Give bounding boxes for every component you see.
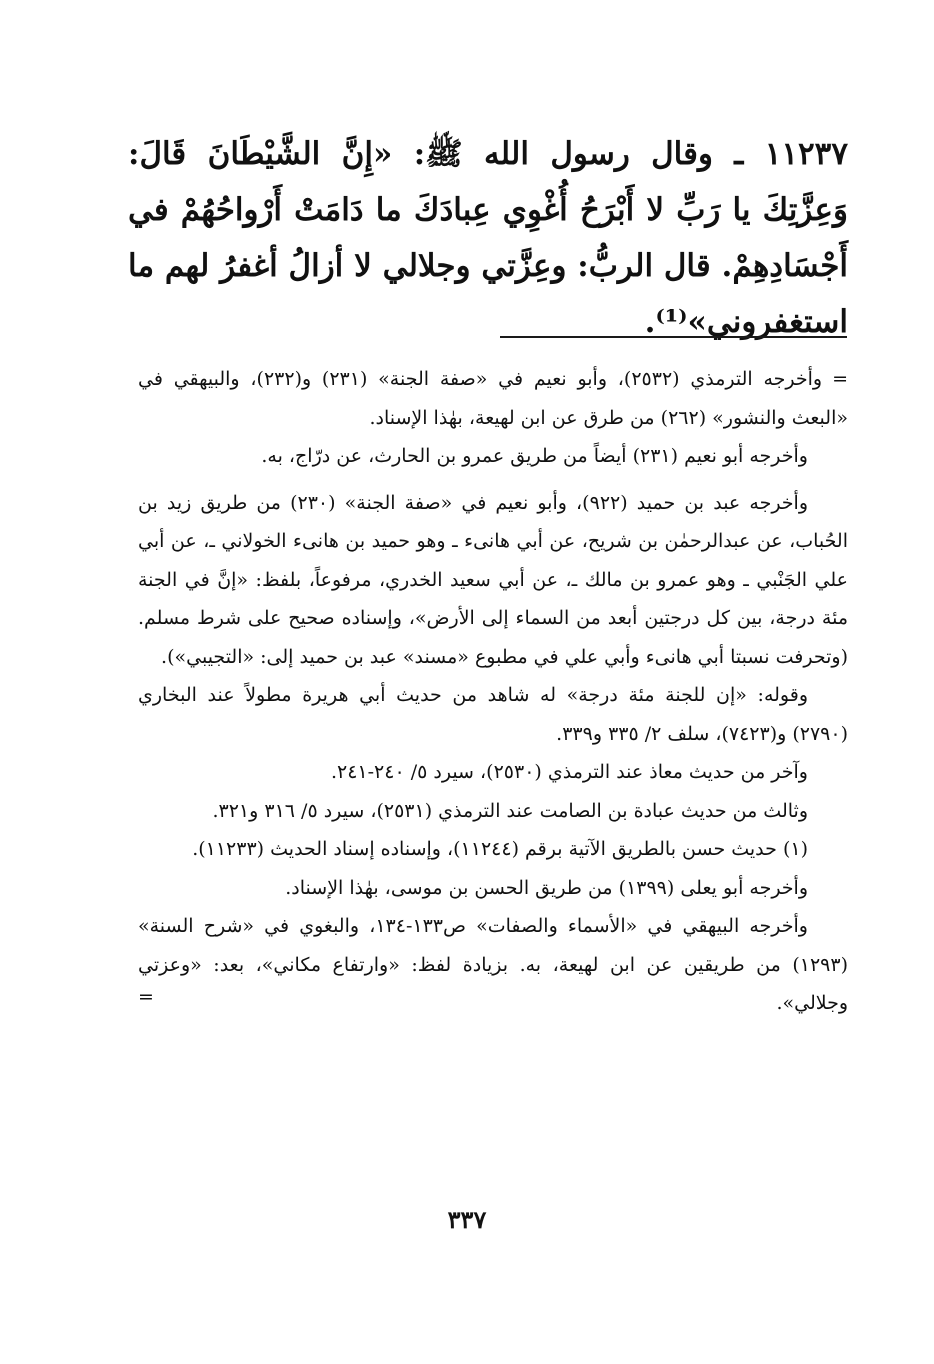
footnote-paragraph: وأخرجه عبد بن حميد (٩٢٢)، وأبو نعيم في «صفة الجنة» (٢٣٠) من طريق زيد بن الحُباب، عن عبدالرحمٰن بن شريح، عن أبي هانىء ـ وهو حميد بن هانىء الخولاني ـ، عن أبي علي الجَنْبي ـ وهو عمرو بن مالك ـ، عن أبي سعيد الخدري، مرفوعاً، بلفظ: «إنَّ في الجنة مئة درجة، بين كل درجتين أبعد من السماء إلى الأرض»، وإسناده صحيح على شرط مسلم. (وتحرفت نسبتا أبي هانىء وأبي علي في مطبوع «مسند» عبد بن حميد إلى: «التجيبي»).	[138, 491, 848, 668]
page-number: ٣٣٧	[447, 1205, 487, 1234]
footnotes-block	[138, 360, 848, 1023]
continuation-mark: =	[832, 368, 848, 390]
footnote-paragraph: وأخرجه أبو نعيم (٢٣١) أيضاً من طريق عمرو بن الحارث، عن درّاج، به.	[261, 445, 808, 467]
hadith-number: ١١٢٣٧	[764, 136, 848, 172]
footnote-paragraph: =وأخرجه الترمذي (٢٥٣٢)، وأبو نعيم في «صفة الجنة» (٢٣١) و(٢٣٢)، والبيهقي في «البعث والنشور» (٢٦٢) من طرق عن ابن لهيعة، بهٰذا الإسناد.	[138, 360, 848, 437]
footnote-paragraph: وقوله: «إن للجنة مئة درجة» له شاهد من حديث أبي هريرة مطولاً عند البخاري (٢٧٩٠) و(٧٤٢٣)، سلف ٢/ ٣٣٥ و٣٣٩.	[138, 684, 848, 745]
hadith-text: ـ وقال رسول الله ﷺ: «إِنَّ الشَّيْطَانَ قَالَ: وَعِزَّتِكَ يا رَبِّ لا أَبْرَحُ أُغْوِي عِبادَكَ ما دَامَتْ أَرْواحُهُمْ في أَجْسَادِهِمْ. قال الربُّ: وعِزَّتي وجلالي لا أزالُ أغفرُ لهم ما استغفروني»⁽¹⁾.	[128, 136, 848, 340]
footnote-paragraph: وثالث من حديث عبادة بن الصامت عند الترمذي (٢٥٣١)، سيرد ٥/ ٣١٦ و٣٢١.	[212, 799, 808, 822]
end-continuation-mark: =	[138, 986, 154, 1008]
hadith-block	[128, 126, 848, 350]
footnote-paragraph: وأخرجه أبو يعلى (١٣٩٩) من طريق الحسن بن موسى، بهٰذا الإسناد.	[285, 876, 808, 899]
footnote-paragraph: وآخر من حديث معاذ عند الترمذي (٢٥٣٠)، سيرد ٥/ ٢٤٠-٢٤١.	[330, 761, 808, 783]
footnote-1: (١) حديث حسن بالطريق الآتية برقم (١١٢٤٤)، وإسناده إسناد الحديث (١١٢٣٣).	[192, 838, 808, 860]
footnote-divider	[500, 336, 847, 338]
footnote-paragraph: وأخرجه البيهقي في «الأسماء والصفات» ص١٣٣-١٣٤، والبغوي في «شرح السنة» (١٢٩٣) من طريقين عن ابن لهيعة، به. بزيادة لفظ: «وارتفاع مكاني»، بعد: «وعزتي وجلالي». =	[138, 907, 848, 1023]
